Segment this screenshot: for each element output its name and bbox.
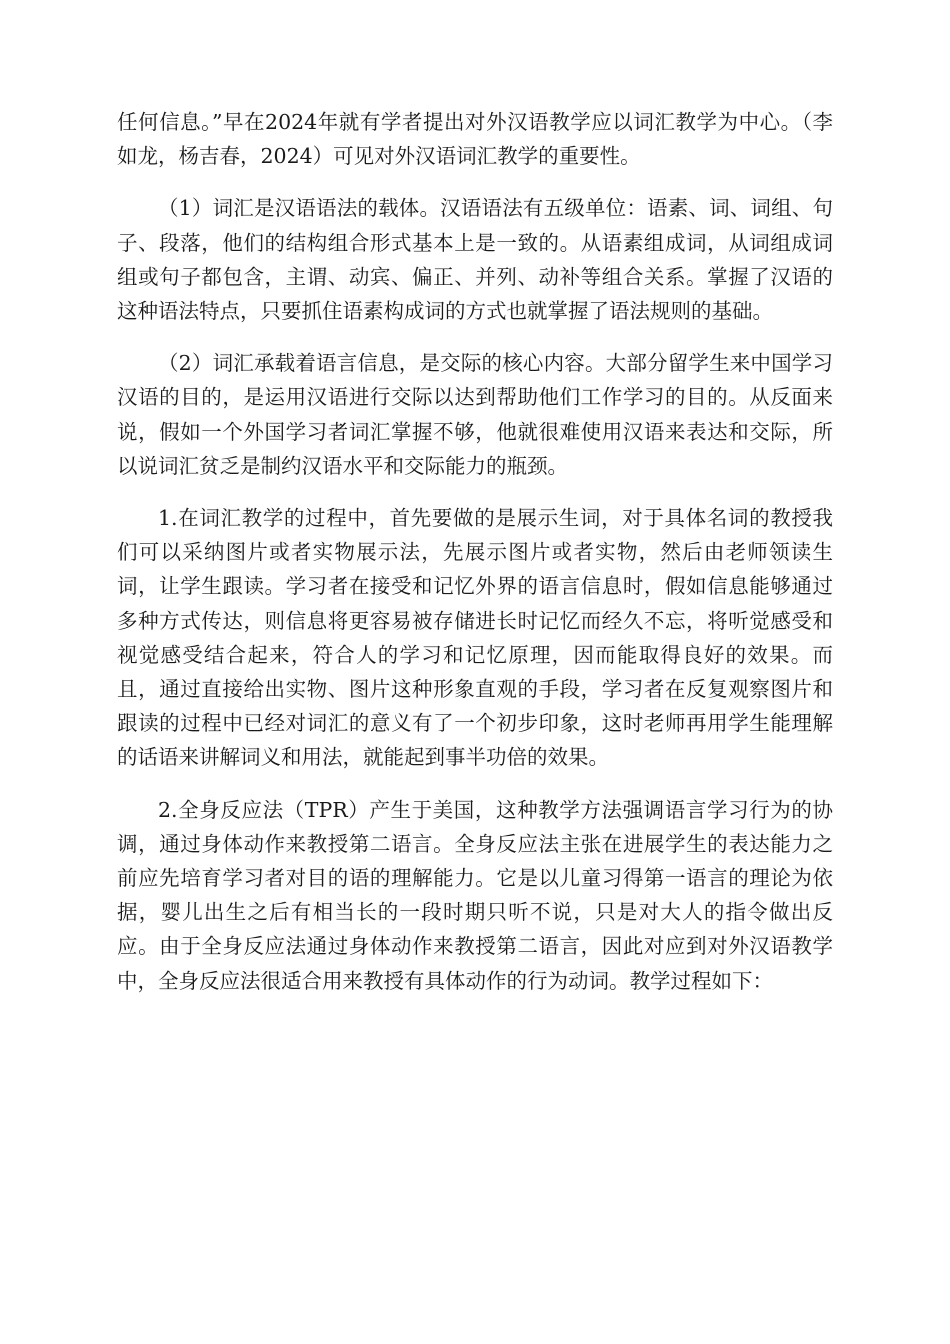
paragraph-method-1: 1.在词汇教学的过程中，首先要做的是展示生词，对于具体名词的教授我们可以采纳图片或者实物展示法，先展示图片或者实物，然后由老师领读生词，让学生跟读。学习者在接受和记忆外界的语言信息时，假如信息能够通过多种方式传达，则信息将更容易被存储进长时记忆而经久不忘，将听觉感受和视觉感受结合起来，符合人的学习和记忆原理，因而能取得良好的效果。而且，通过直接给出实物、图片这种形象直观的手段，学习者在反复观察图片和跟读的过程中已经对词汇的意义有了一个初步印象，这时老师再用学生能理解的话语来讲解词义和用法，就能起到事半功倍的效果。 [117, 506, 833, 770]
paragraph-point-2: （2）词汇承载着语言信息，是交际的核心内容。大部分留学生来中国学习汉语的目的，是运用汉语进行交际以达到帮助他们工作学习的目的。从反面来说，假如一个外国学习者词汇掌握不够，他就很难使用汉语来表达和交际，所以说词汇贫乏是制约汉语水平和交际能力的瓶颈。 [117, 351, 833, 478]
paragraph-method-2: 2.全身反应法（TPR）产生于美国，这种教学方法强调语言学习行为的协调，通过身体动作来教授第二语言。全身反应法主张在进展学生的表达能力之前应先培育学习者对目的语的理解能力。它是以儿童习得第一语言的理论为依据，婴儿出生之后有相当长的一段时期只听不说，只是对大人的指令做出反应。由于全身反应法通过身体动作来教授第二语言，因此对应到对外汉语教学中，全身反应法很适合用来教授有具体动作的行为动词。教学过程如下： [117, 797, 833, 993]
document-body [117, 105, 833, 1016]
paragraph-continuation: 任何信息。”早在2024年就有学者提出对外汉语教学应以词汇教学为中心。（李如龙，杨吉春，2024）可见对外汉语词汇教学的重要性。 [117, 110, 833, 169]
paragraph-point-1: （1）词汇是汉语语法的载体。汉语语法有五级单位：语素、词、词组、句子、段落，他们的结构组合形式基本上是一致的。从语素组成词，从词组成词组或句子都包含，主谓、动宾、偏正、并列、动补等组合关系。掌握了汉语的这种语法特点，只要抓住语素构成词的方式也就掌握了语法规则的基础。 [117, 196, 833, 324]
